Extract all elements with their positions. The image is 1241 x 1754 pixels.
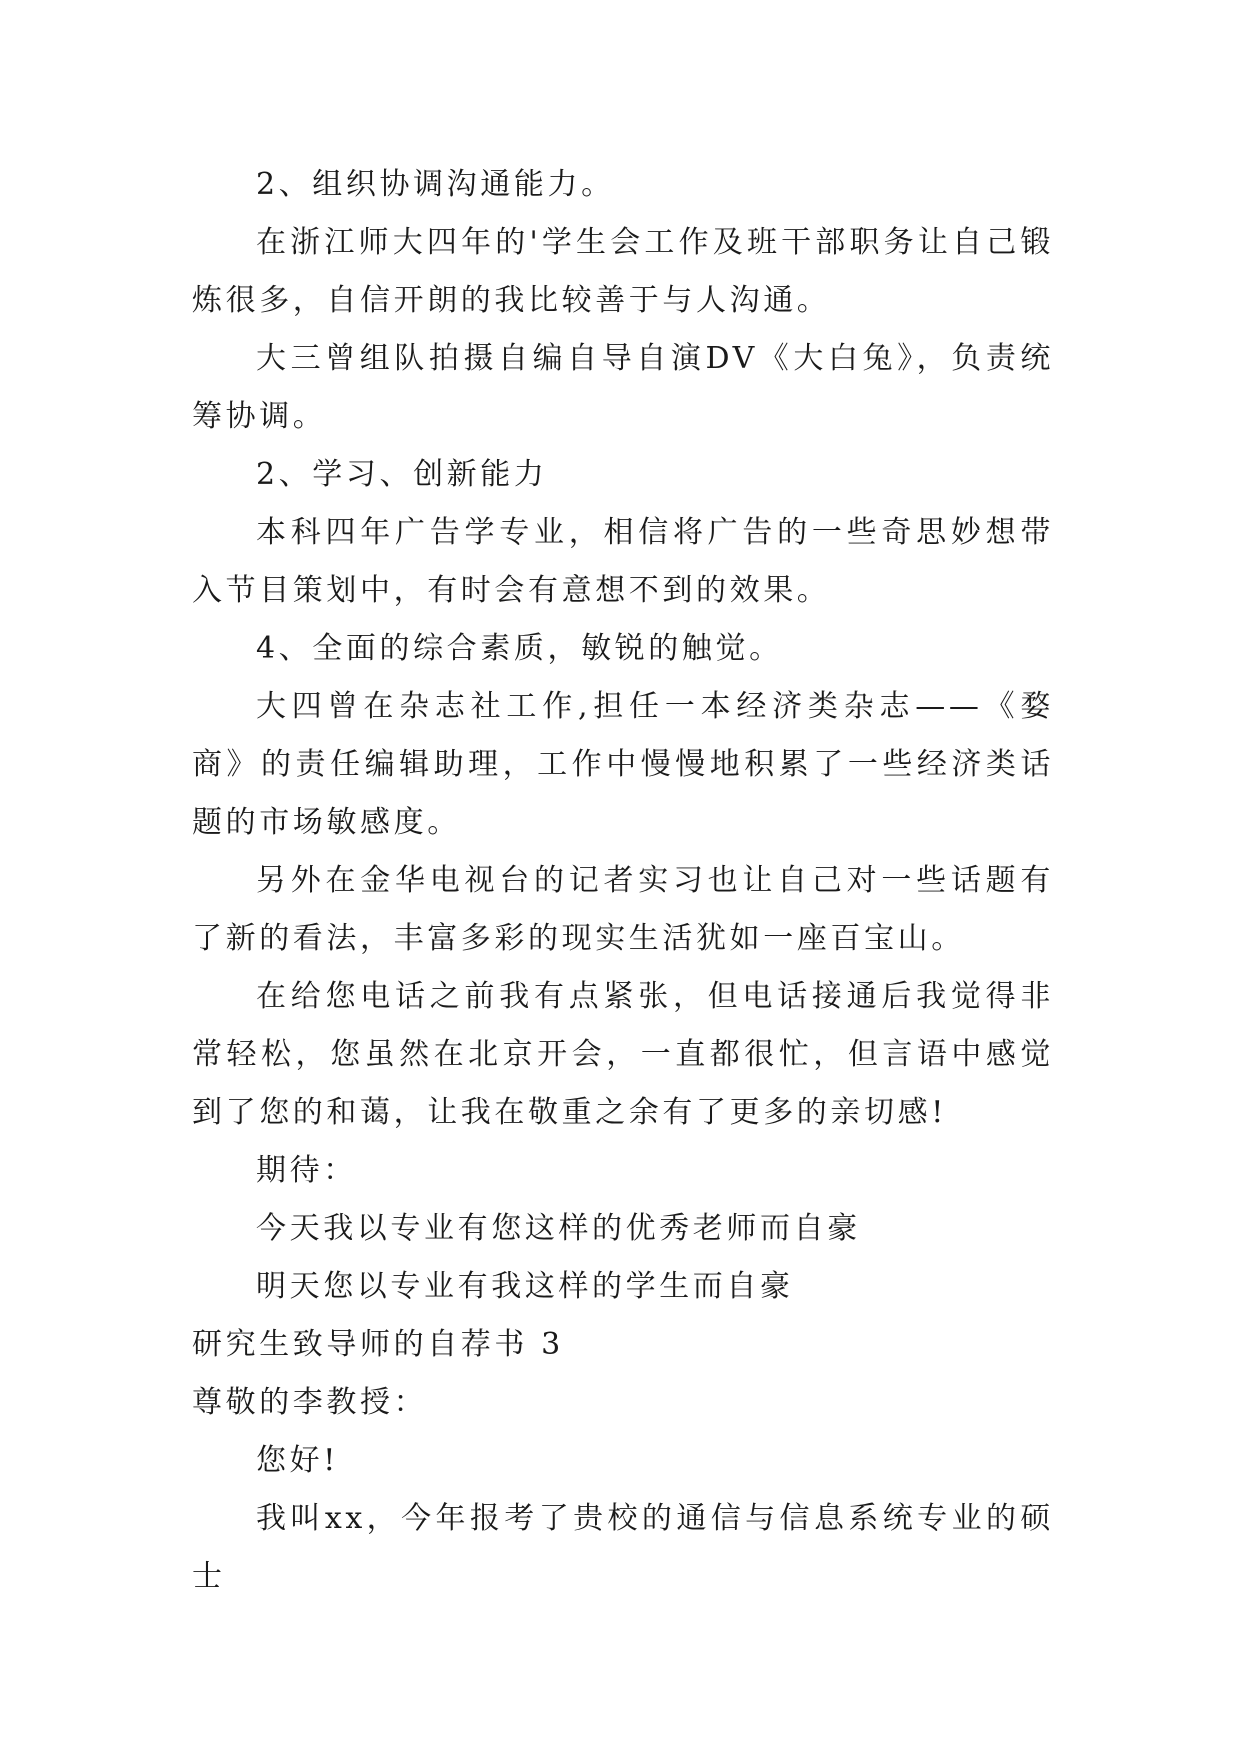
- paragraph-expectation: 期待：: [256, 1153, 357, 1188]
- paragraph-tomorrow: 明天您以专业有我这样的学生而自豪: [256, 1269, 794, 1304]
- paragraph-dv-project: 大三曾组队拍摄自编自导自演DV《大白兔》，负责统筹协调。: [192, 341, 1054, 434]
- paragraph-advertising-major: 本科四年广告学专业，相信将广告的一些奇思妙想带入节目策划中，有时会有意想不到的效果。: [192, 515, 1054, 608]
- document-body: [192, 156, 1054, 1606]
- paragraph-ability-heading-1: 2、组织协调沟通能力。: [256, 167, 615, 202]
- greeting: 您好!: [256, 1443, 339, 1478]
- paragraph-magazine-work: 大四曾在杂志社工作,担任一本经济类杂志——《婺商》的责任编辑助理，工作中慢慢地积累了一些经济类话题的市场敏感度。: [192, 689, 1054, 840]
- paragraph-tv-internship: 另外在金华电视台的记者实习也让自己对一些话题有了新的看法，丰富多彩的现实生活犹如一座百宝山。: [192, 863, 1054, 956]
- paragraph-ability-heading-4: 4、全面的综合素质，敏锐的触觉。: [256, 631, 783, 666]
- paragraph-today: 今天我以专业有您这样的优秀老师而自豪: [256, 1211, 861, 1246]
- paragraph-student-union: 在浙江师大四年的'学生会工作及班干部职务让自己锻炼很多，自信开朗的我比较善于与人沟通。: [192, 225, 1054, 318]
- salutation: 尊敬的李教授：: [192, 1385, 428, 1420]
- paragraph-ability-heading-2: 2、学习、创新能力: [256, 457, 548, 492]
- section-title: 研究生致导师的自荐书 3: [192, 1327, 564, 1362]
- paragraph-introduction: 我叫xx，今年报考了贵校的通信与信息系统专业的硕士: [192, 1501, 1054, 1594]
- paragraph-phone-call: 在给您电话之前我有点紧张，但电话接通后我觉得非常轻松，您虽然在北京开会，一直都很忙，但言语中感觉到了您的和蔼，让我在敬重之余有了更多的亲切感!: [192, 979, 1054, 1130]
